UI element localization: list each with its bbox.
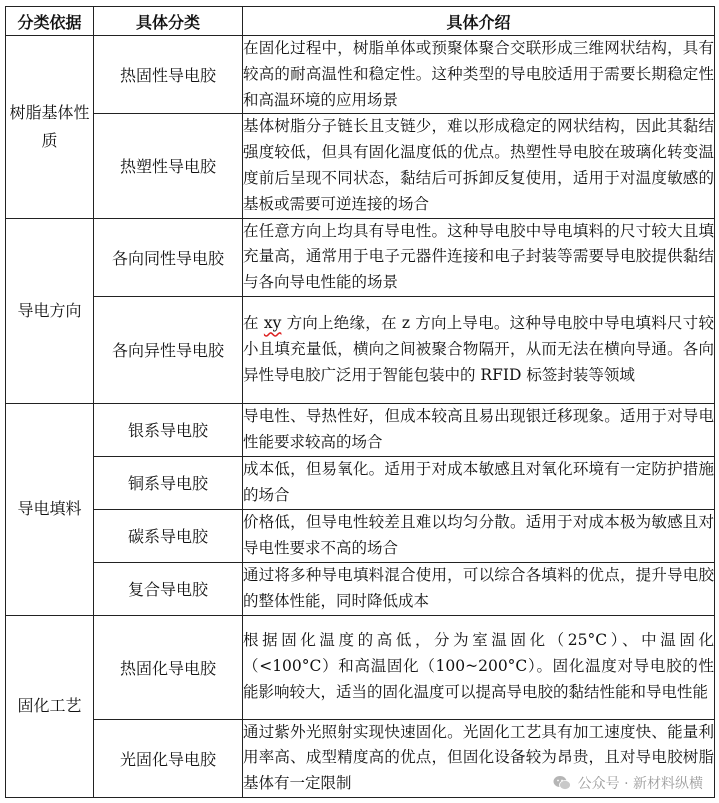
basis-cell-curing: 固化工艺 — [6, 615, 94, 797]
table-row — [6, 218, 715, 296]
header-row — [6, 7, 715, 36]
header-description: 具体介绍 — [243, 7, 715, 36]
subtype-cell: 热固性导电胶 — [94, 36, 243, 114]
description-cell — [243, 296, 715, 403]
wechat-icon — [552, 773, 572, 793]
table-row — [6, 403, 715, 456]
header-subtype: 具体分类 — [94, 7, 243, 36]
description-cell: 通过紫外光照射实现快速固化。光固化工艺具有加工速度快、能量利用率高、成型精度高的优点，但固化设备较为昂贵，且对导电胶树脂基体有一定限制 — [243, 719, 715, 797]
subtype-cell: 碳系导电胶 — [94, 509, 243, 562]
desc-prefix: 在 — [243, 314, 264, 333]
watermark-text: 公众号 · 新材料纵横 — [577, 776, 703, 792]
subtype-cell: 热塑性导电胶 — [94, 114, 243, 218]
subtype-cell: 光固化导电胶 — [94, 719, 243, 797]
description-cell: 导电性、导热性好，但成本较高且易出现银迁移现象。适用于对导电性能要求较高的场合 — [243, 403, 715, 456]
header-basis: 分类依据 — [6, 7, 94, 36]
classification-table — [5, 6, 715, 798]
table-row — [6, 509, 715, 562]
description-cell: 基体树脂分子链长且支链少，难以形成稳定的网状结构，因此其黏结强度较低，但具有固化温度低的优点。热塑性导电胶在玻璃化转变温度前后呈现不同状态，黏结后可拆卸反复使用，适用于对温度敏感的基板或需要可逆连接的场合 — [243, 114, 715, 218]
basis-cell-filler: 导电填料 — [6, 403, 94, 615]
description-cell: 通过将多种导电填料混合使用，可以综合各填料的优点，提升导电胶的整体性能，同时降低成本 — [243, 562, 715, 615]
subtype-cell: 热固化导电胶 — [94, 615, 243, 719]
desc-suffix: 方向上绝缘，在 z 方向上导电。这种导电胶中导电填料尺寸较小且填充量低，横向之间被聚合物隔开，从而无法在横向导通。各向异性导电胶广泛用于智能包装中的 RFID 标签封装等领域 — [243, 314, 714, 384]
subtype-cell: 铜系导电胶 — [94, 456, 243, 509]
table-row — [6, 615, 715, 719]
watermark — [548, 771, 707, 795]
description-cell: 在固化过程中，树脂单体或预聚体聚合交联形成三维网状结构，具有较高的耐高温性和稳定性。这种类型的导电胶适用于需要长期稳定性和高温环境的应用场景 — [243, 36, 715, 114]
description-cell: 根据固化温度的高低，分为室温固化（25°C）、中温固化（<100°C）和高温固化（100~200°C）。固化温度对导电胶的性能影响较大，适当的固化温度可以提高导电胶的黏结性能和导电性能 — [243, 615, 715, 719]
description-cell: 在任意方向上均具有导电性。这种导电胶中导电填料的尺寸较大且填充量高，通常用于电子元器件连接和电子封装等需要导电胶提供黏结与各向导电性能的场景 — [243, 218, 715, 296]
subtype-cell: 银系导电胶 — [94, 403, 243, 456]
subtype-cell: 各向异性导电胶 — [94, 296, 243, 403]
description-cell: 成本低，但易氧化。适用于对成本敏感且对氧化环境有一定防护措施的场合 — [243, 456, 715, 509]
table-row — [6, 562, 715, 615]
subtype-cell: 复合导电胶 — [94, 562, 243, 615]
basis-cell-direction: 导电方向 — [6, 218, 94, 403]
subtype-cell: 各向同性导电胶 — [94, 218, 243, 296]
table-row — [6, 114, 715, 218]
table-row — [6, 36, 715, 114]
table-row — [6, 296, 715, 403]
desc-underlined-term: xy — [263, 314, 282, 333]
description-cell: 价格低，但导电性较差且难以均匀分散。适用于对成本极为敏感且对导电性要求不高的场合 — [243, 509, 715, 562]
table-row — [6, 456, 715, 509]
basis-cell-resin: 树脂基体性质 — [6, 36, 94, 219]
